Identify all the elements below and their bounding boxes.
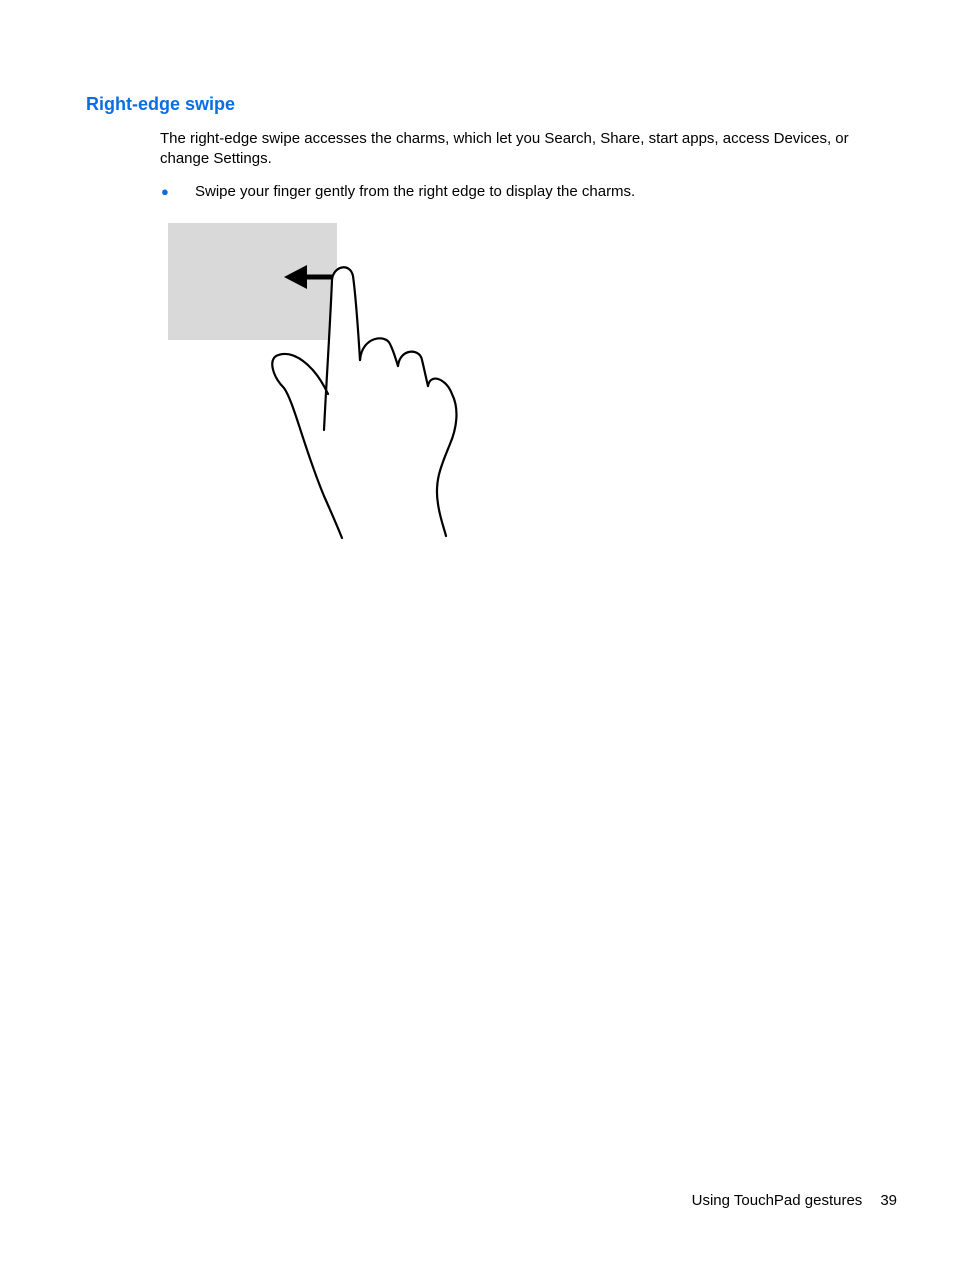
touchpad-panel	[168, 223, 337, 340]
list-item-text: Swipe your finger gently from the right edge to display the charms.	[195, 183, 636, 200]
page-number: 39	[880, 1192, 897, 1209]
hand-swipe-left-illustration	[164, 218, 464, 543]
footer-label: Using TouchPad gestures	[691, 1192, 863, 1209]
section-heading: Right-edge swipe	[86, 94, 236, 114]
instruction-list	[160, 182, 635, 202]
page-footer	[692, 1191, 897, 1211]
list-item	[160, 182, 635, 202]
intro-paragraph: The right-edge swipe accesses the charms, which let you Search, Share, start apps, access Devices, or change Settings.	[160, 130, 849, 167]
bullet-icon: ●	[161, 184, 169, 199]
